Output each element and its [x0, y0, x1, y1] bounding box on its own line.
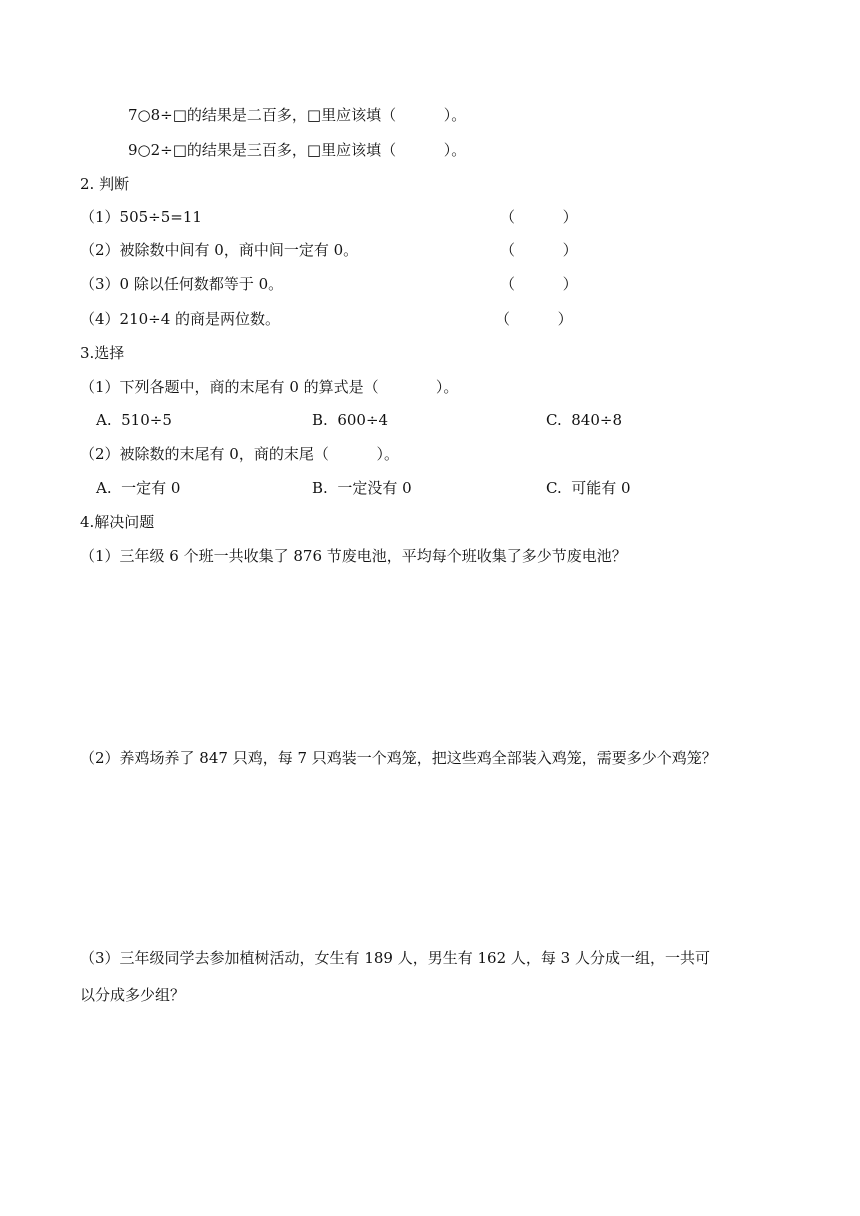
choose-question-2: （2）被除数的末尾有 0，商的末尾（ ）。 [80, 445, 400, 463]
judge-answer-blank-3[interactable]: （ ） [500, 275, 578, 293]
choose-q1-option-b[interactable]: B. 600÷4 [312, 411, 389, 429]
solve-question-1: （1）三年级 6 个班一共收集了 876 节废电池，平均每个班收集了多少节废电池？ [80, 547, 627, 565]
choose-heading: 3.选择 [80, 344, 125, 362]
choose-q1-option-a[interactable]: A. 510÷5 [96, 411, 172, 429]
choose-q2-option-c[interactable]: C. 可能有 0 [546, 479, 631, 497]
fill-in-line-1: 7○8÷□的结果是二百多，□里应该填（ ）。 [128, 106, 467, 124]
judge-item-4: （4）210÷4 的商是两位数。 [80, 310, 281, 328]
judge-item-2: （2）被除数中间有 0，商中间一定有 0。 [80, 241, 359, 259]
judge-item-3: （3）0 除以任何数都等于 0。 [80, 275, 284, 293]
choose-question-1: （1）下列各题中，商的末尾有 0 的算式是（ ）。 [80, 378, 459, 396]
choose-q2-option-b[interactable]: B. 一定没有 0 [312, 479, 412, 497]
judge-item-1: （1）505÷5=11 [80, 208, 202, 226]
choose-q1-option-c[interactable]: C. 840÷8 [546, 411, 622, 429]
fill-in-line-2: 9○2÷□的结果是三百多，□里应该填（ ）。 [128, 141, 467, 159]
judge-answer-blank-4[interactable]: （ ） [495, 310, 573, 328]
solve-question-3-line-2: 以分成多少组？ [80, 986, 186, 1004]
solve-question-2: （2）养鸡场养了 847 只鸡，每 7 只鸡装一个鸡笼，把这些鸡全部装入鸡笼，需要多少个鸡笼？ [80, 749, 717, 767]
solve-question-3-line-1: （3）三年级同学去参加植树活动，女生有 189 人，男生有 162 人，每 3 人分成一组，一共可 [80, 949, 710, 967]
choose-q2-option-a[interactable]: A. 一定有 0 [96, 479, 181, 497]
judge-answer-blank-2[interactable]: （ ） [500, 241, 578, 259]
judge-answer-blank-1[interactable]: （ ） [500, 208, 578, 226]
judge-heading: 2. 判断 [80, 175, 130, 193]
solve-heading: 4.解决问题 [80, 513, 155, 531]
